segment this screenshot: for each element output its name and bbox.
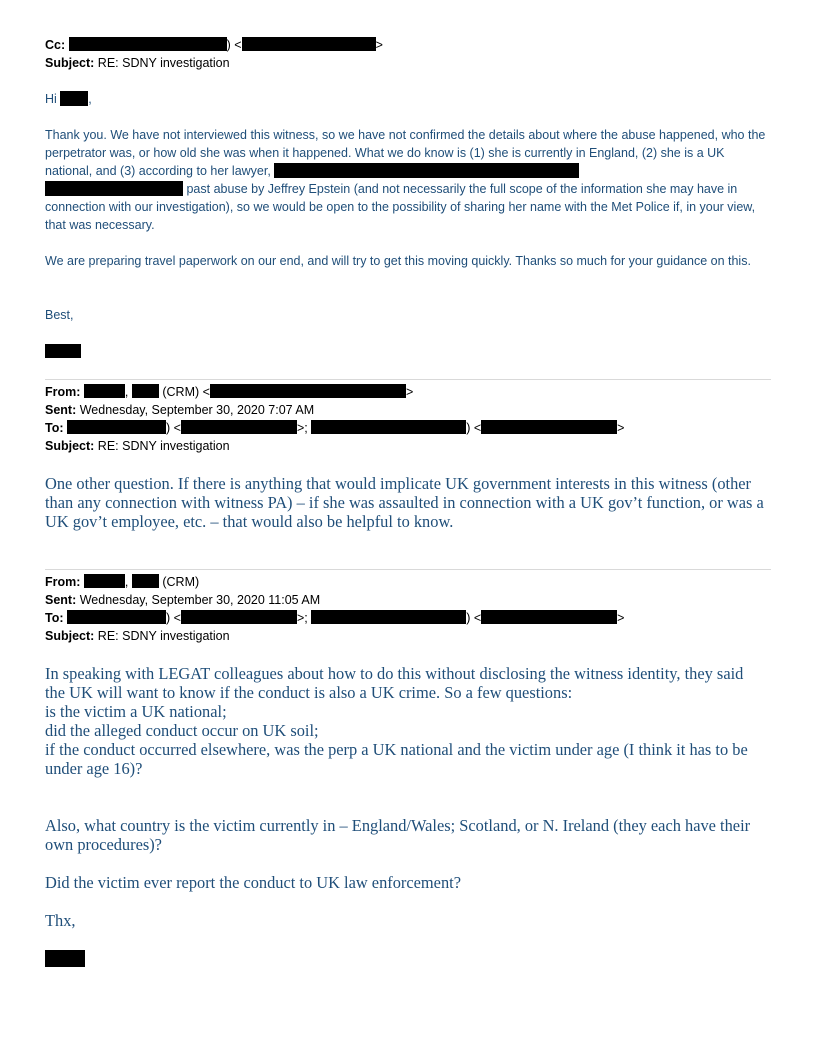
subject-label: Subject: bbox=[45, 629, 95, 643]
subject-text: RE: SDNY investigation bbox=[97, 439, 230, 453]
redaction-block bbox=[45, 181, 183, 196]
email1-paragraph-2: We are preparing travel paperwork on our end, and will try to get this moving quickly. Thanks so much for your guidance on this. bbox=[45, 254, 751, 268]
from-label: From: bbox=[45, 575, 81, 589]
email1-body-part-a: Thank you. We have not interviewed this witness, so we have not confirmed the details about where the abuse happened, who the perpetrator was, or how old she was when it happened. What we do know is (1) she is currently in England, (2) she is a UK national, and (3) according to her lawyer, bbox=[45, 128, 766, 178]
subject-line bbox=[45, 438, 230, 454]
question-item: is the victim a UK national; bbox=[45, 702, 227, 721]
to-label: To: bbox=[45, 421, 64, 435]
from-line bbox=[45, 574, 199, 590]
from-org: (CRM) bbox=[162, 575, 200, 589]
to-line bbox=[45, 420, 624, 436]
redaction-block bbox=[210, 384, 406, 398]
redaction-block bbox=[69, 37, 227, 51]
sent-date: Wednesday, September 30, 2020 7:07 AM bbox=[79, 403, 315, 417]
email3-intro: In speaking with LEGAT colleagues about how to do this without disclosing the witness identity, they said the UK will want to know if the conduct is also a UK crime. So a few questions: bbox=[45, 664, 744, 702]
subject-label: Subject: bbox=[45, 439, 95, 453]
email2-body: One other question. If there is anything that would implicate UK government interests in this witness (other than any connection with witness PA) – if she was assaulted in connection with a UK gov’t function, or was a UK gov’t employee, etc. – that would also be helpful to know. bbox=[45, 474, 764, 531]
to-separator: >; bbox=[296, 611, 308, 625]
redaction-block bbox=[84, 574, 125, 588]
redaction-block bbox=[311, 420, 466, 434]
to-line bbox=[45, 610, 624, 626]
cc-end: > bbox=[375, 38, 383, 52]
sent-line bbox=[45, 402, 314, 418]
signature-redaction bbox=[45, 344, 81, 358]
email3-body bbox=[45, 664, 748, 778]
redaction-block bbox=[481, 610, 617, 624]
redaction-block bbox=[60, 91, 88, 106]
email3-paragraph-3: Did the victim ever report the conduct to UK law enforcement? bbox=[45, 873, 461, 892]
redaction-block bbox=[67, 610, 166, 624]
cc-separator: ) < bbox=[226, 38, 242, 52]
from-comma: , bbox=[124, 575, 129, 589]
subject-text: RE: SDNY investigation bbox=[97, 629, 230, 643]
redaction-block bbox=[311, 610, 466, 624]
from-org: (CRM) < bbox=[162, 385, 210, 399]
email-divider bbox=[45, 379, 771, 380]
sent-date: Wednesday, September 30, 2020 11:05 AM bbox=[79, 593, 321, 607]
email1-paragraph-1 bbox=[45, 126, 773, 234]
redaction-block bbox=[274, 163, 579, 178]
redaction-block bbox=[67, 420, 166, 434]
greeting bbox=[45, 90, 775, 108]
greeting-text: Hi bbox=[45, 92, 57, 106]
to-separator: >; bbox=[296, 421, 308, 435]
cc-label: Cc: bbox=[45, 38, 66, 52]
from-label: From: bbox=[45, 385, 81, 399]
from-comma: , bbox=[124, 385, 129, 399]
sent-label: Sent: bbox=[45, 593, 77, 607]
email3-paragraph-2: Also, what country is the victim currently in – England/Wales; Scotland, or N. Ireland (they each have their own procedures)? bbox=[45, 816, 751, 854]
to-separator: ) < bbox=[166, 421, 181, 435]
subject-line bbox=[45, 628, 230, 644]
redaction-block bbox=[242, 37, 376, 51]
email-divider bbox=[45, 569, 771, 570]
redaction-block bbox=[481, 420, 617, 434]
to-end: > bbox=[617, 611, 625, 625]
redaction-block bbox=[84, 384, 125, 398]
to-label: To: bbox=[45, 611, 64, 625]
sent-line bbox=[45, 592, 320, 608]
subject-line bbox=[45, 55, 230, 71]
cc-line bbox=[45, 37, 383, 53]
redaction-block bbox=[132, 574, 159, 588]
from-end: > bbox=[405, 385, 414, 399]
signature-redaction bbox=[45, 950, 85, 967]
to-end: > bbox=[617, 421, 625, 435]
question-item: did the alleged conduct occur on UK soil; bbox=[45, 721, 319, 740]
greeting-comma: , bbox=[88, 92, 92, 106]
to-separator: ) < bbox=[166, 611, 181, 625]
sent-label: Sent: bbox=[45, 403, 77, 417]
email1-body-part-b: past abuse by Jeffrey Epstein (and not necessarily the full scope of the information she may have in connection with our investigation), so we would be open to the possibility of sharing her name with the Met Police if, in your view, that was necessary. bbox=[45, 182, 756, 232]
to-separator: ) < bbox=[466, 611, 482, 625]
email1-signoff: Best, bbox=[45, 308, 74, 322]
subject-label: Subject: bbox=[45, 56, 95, 70]
email3-signoff: Thx, bbox=[45, 911, 76, 930]
redaction-block bbox=[132, 384, 159, 398]
to-separator: ) < bbox=[466, 421, 482, 435]
subject-text: RE: SDNY investigation bbox=[97, 56, 230, 70]
question-item: if the conduct occurred elsewhere, was the perp a UK national and the victim under age (I think it has to be under age 16)? bbox=[45, 740, 748, 778]
redaction-block bbox=[181, 610, 297, 624]
redaction-block bbox=[181, 420, 297, 434]
from-line bbox=[45, 384, 413, 400]
